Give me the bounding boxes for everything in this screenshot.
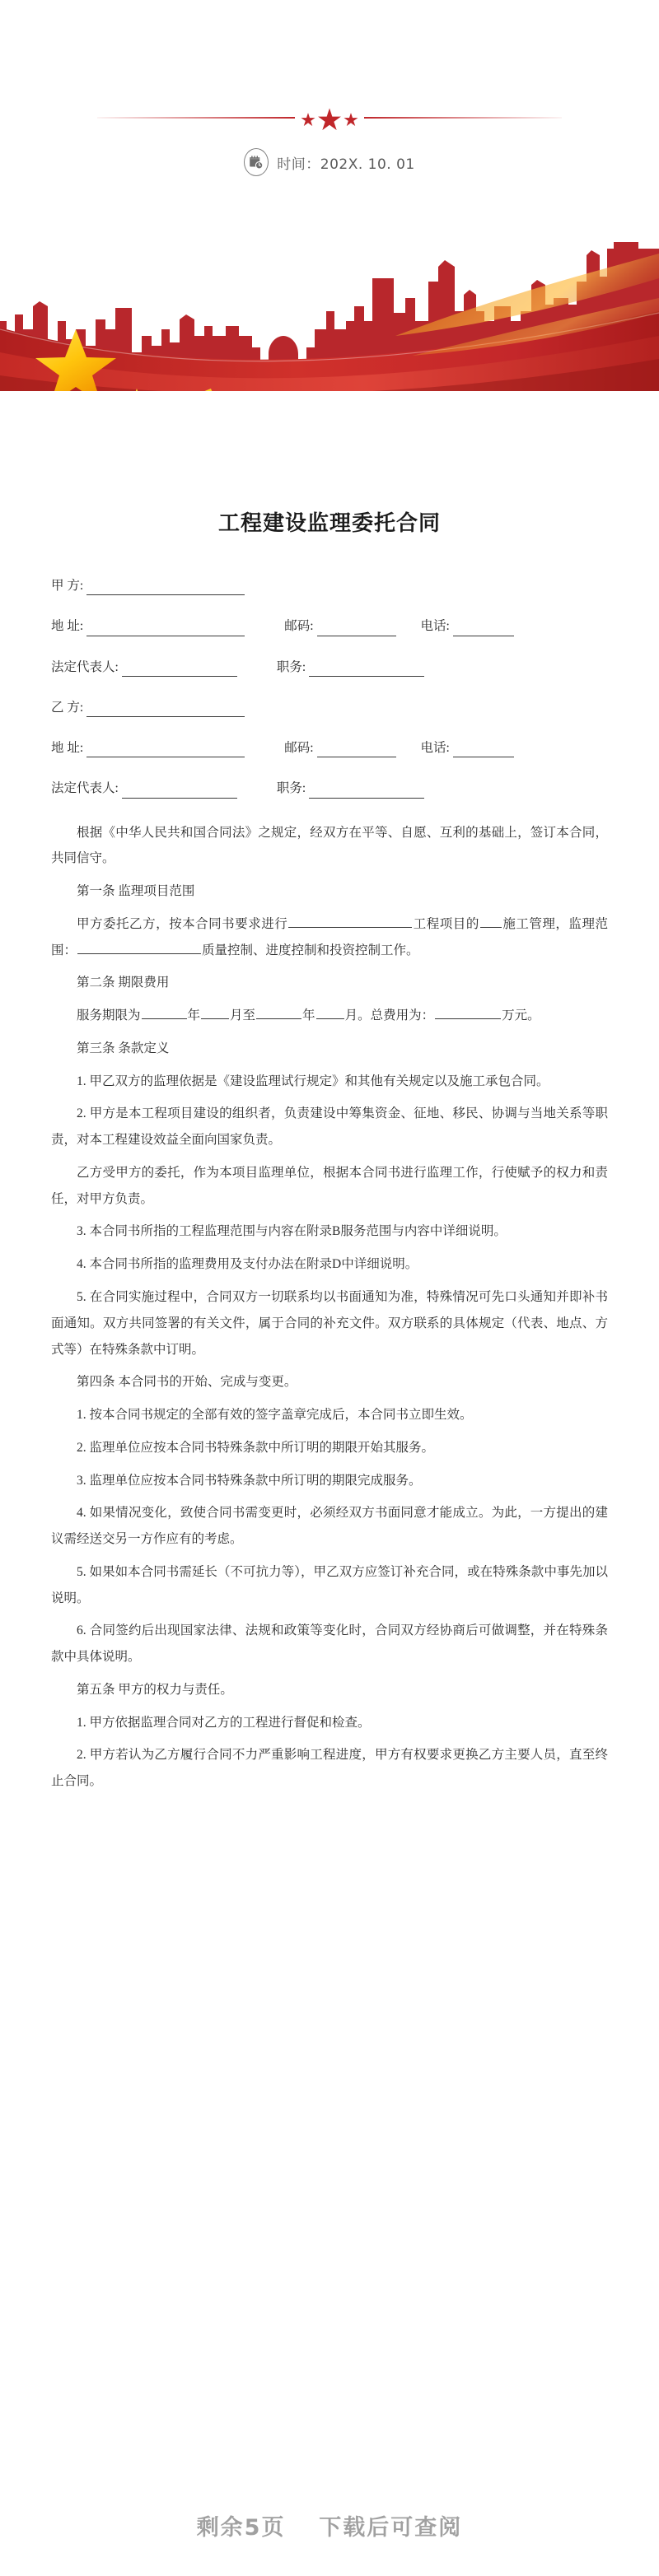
party-b-position-input[interactable] — [309, 785, 424, 799]
supervision-scope-input[interactable] — [77, 942, 201, 954]
clause-4-item-1: 1. 按本合同书规定的全部有效的签字盖章完成后，本合同书立即生效。 — [77, 1408, 473, 1423]
divider-line-left — [97, 117, 295, 119]
party-a-address-label: 地 址: — [51, 619, 84, 634]
clause-2-text-b: 年 — [187, 1009, 201, 1023]
clause-2-item-1 — [51, 1003, 608, 1029]
clause-1-text-c: 施工管理，监理范围： — [51, 916, 608, 957]
party-b-label: 乙 方: — [51, 700, 84, 715]
party-a-address-input[interactable] — [86, 623, 245, 636]
party-b-postcode-label: 邮码: — [284, 741, 314, 755]
project-name-input[interactable] — [288, 915, 412, 928]
clause-4-item-3: 3. 监理单位应按本合同书特殊条款中所订明的期限完成服务。 — [77, 1473, 422, 1488]
party-a-postcode-label: 邮码: — [284, 619, 314, 634]
party-b-postcode-input[interactable] — [317, 744, 396, 757]
field-row-party-a — [51, 576, 608, 595]
date-row — [0, 148, 659, 176]
clause-2-text-e: 月。总费用为： — [344, 1009, 435, 1023]
end-month-input[interactable] — [316, 1007, 344, 1019]
clause-4-item-4: 4. 如果情况变化，致使合同书需变更时，必须经双方书面同意才能成立。为此，一方提出的建议需经送交另一方作应有的考虑。 — [51, 1506, 608, 1547]
start-year-input[interactable] — [142, 1007, 187, 1019]
clause-1-item-1 — [51, 911, 608, 964]
party-b-address-input[interactable] — [86, 744, 245, 757]
party-b-legal-rep-label: 法定代表人: — [51, 781, 119, 796]
field-row-party-a-legal-rep — [51, 658, 608, 677]
clause-3-item-3: 3. 本合同书所指的工程监理范围与内容在附录B服务范围与内容中详细说明。 — [77, 1224, 507, 1239]
clause-4-item-5: 5. 如果如本合同书需延长（不可抗力等），甲乙双方应签订补充合同，或在特殊条款中事先加以说明。 — [51, 1564, 608, 1605]
contract-body — [0, 391, 659, 1795]
end-year-input[interactable] — [256, 1007, 301, 1019]
calendar-clock-icon — [244, 148, 269, 176]
party-a-position-label: 职务: — [276, 659, 306, 674]
clause-3-item-4: 4. 本合同书所指的监理费用及支付办法在附录D中详细说明。 — [77, 1257, 418, 1272]
party-a-phone-input[interactable] — [453, 623, 514, 636]
clause-3-item-2b: 乙方受甲方的委托，作为本项目监理单位，根据本合同书进行监理工作，行使赋予的权力和责任，对甲方负责。 — [51, 1165, 608, 1206]
clause-1-text-a: 甲方委托乙方，按本合同书要求进行 — [77, 916, 288, 931]
start-month-input[interactable] — [201, 1007, 229, 1019]
remaining-pages-label: 剩余5页 — [196, 2515, 286, 2541]
star-icon-right: ★ — [344, 112, 358, 128]
party-b-input[interactable] — [86, 704, 245, 717]
clause-heading-3: 第三条 条款定义 — [77, 1041, 170, 1055]
clause-4-item-2: 2. 监理单位应按本合同书特殊条款中所订明的期限开始其服务。 — [77, 1440, 435, 1455]
clause-3-item-1: 1. 甲乙双方的监理依据是《建设监理试行规定》和其他有关规定以及施工承包合同。 — [77, 1074, 549, 1088]
party-a-phone-label: 电话: — [420, 619, 450, 634]
party-a-input[interactable] — [86, 582, 245, 595]
clause-2-text-c: 月至 — [230, 1009, 256, 1023]
field-row-party-b-legal-rep — [51, 779, 608, 798]
download-hint-label: 下载后可查阅 — [319, 2515, 463, 2541]
party-a-postcode-input[interactable] — [317, 623, 396, 636]
clause-5-item-2: 2. 甲方若认为乙方履行合同不力严重影响工程进度，甲方有权要求更换乙方主要人员，直至终止合同。 — [51, 1748, 608, 1789]
party-b-phone-input[interactable] — [453, 744, 514, 757]
field-row-party-a-address — [51, 617, 608, 636]
clause-2-text-f: 万元。 — [502, 1009, 540, 1023]
party-b-position-label: 职务: — [276, 781, 306, 796]
total-fee-input[interactable] — [435, 1007, 501, 1019]
clause-5-item-1: 1. 甲方依据监理合同对乙方的工程进行督促和检查。 — [77, 1715, 371, 1730]
field-row-party-b-address — [51, 738, 608, 757]
clause-2-text-d: 年 — [302, 1009, 315, 1023]
party-b-legal-rep-input[interactable] — [122, 785, 237, 799]
star-group — [301, 107, 358, 133]
party-a-legal-rep-label: 法定代表人: — [51, 659, 119, 674]
clause-heading-1: 第一条 监理项目范围 — [77, 884, 195, 899]
star-icon-center: ★ — [317, 107, 342, 134]
clause-heading-4: 第四条 本合同书的开始、完成与变更。 — [77, 1375, 297, 1390]
clause-1-text-d: 质量控制、进度控制和投资控制工作。 — [202, 943, 419, 957]
clause-4-item-6: 6. 合同签约后出现国家法律、法规和政策等变化时，合同双方经协商后可做调整，并在特殊条款中具体说明。 — [51, 1623, 608, 1665]
clause-heading-5: 第五条 甲方的权力与责任。 — [77, 1682, 233, 1697]
party-b-phone-label: 电话: — [420, 741, 450, 755]
party-a-position-input[interactable] — [309, 664, 424, 677]
divider-line-right — [364, 117, 562, 119]
party-a-legal-rep-input[interactable] — [122, 664, 237, 677]
clause-heading-2: 第二条 期限费用 — [77, 976, 170, 990]
field-row-party-b — [51, 698, 608, 717]
preamble-paragraph: 根据《中华人民共和国合同法》之规定，经双方在平等、自愿、互利的基础上，签订本合同，共同信守。 — [51, 825, 608, 866]
clause-3-item-2: 2. 甲方是本工程项目建设的组织者，负责建设中筹集资金、征地、移民、协调与当地关系等职责，对本工程建设效益全面向国家负责。 — [51, 1106, 608, 1148]
party-b-address-label: 地 址: — [51, 741, 84, 755]
party-a-label: 甲 方: — [51, 579, 84, 593]
document-header-ornament — [0, 0, 659, 206]
paywall-footer — [0, 2509, 659, 2541]
project-phase-input[interactable] — [480, 915, 502, 928]
star-divider-rule — [0, 107, 659, 140]
clause-1-text-b: 工程项目的 — [413, 916, 479, 931]
clause-3-item-5: 5. 在合同实施过程中，合同双方一切联系均以书面通知为准，特殊情况可先口头通知并即补书面通知。双方共同签署的有关文件，属于合同的补充文件。双方联系的具体规定（代表、地点、方式等）在特殊条款中订明。 — [51, 1289, 608, 1357]
clause-2-text-a: 服务期限为 — [77, 1009, 141, 1023]
red-cityscape-ribbon-banner — [0, 206, 659, 391]
star-icon-left: ★ — [301, 112, 315, 128]
page-title: 工程建设监理委托合同 — [217, 511, 441, 536]
date-text: 时间：202X. 10. 01 — [277, 156, 415, 173]
